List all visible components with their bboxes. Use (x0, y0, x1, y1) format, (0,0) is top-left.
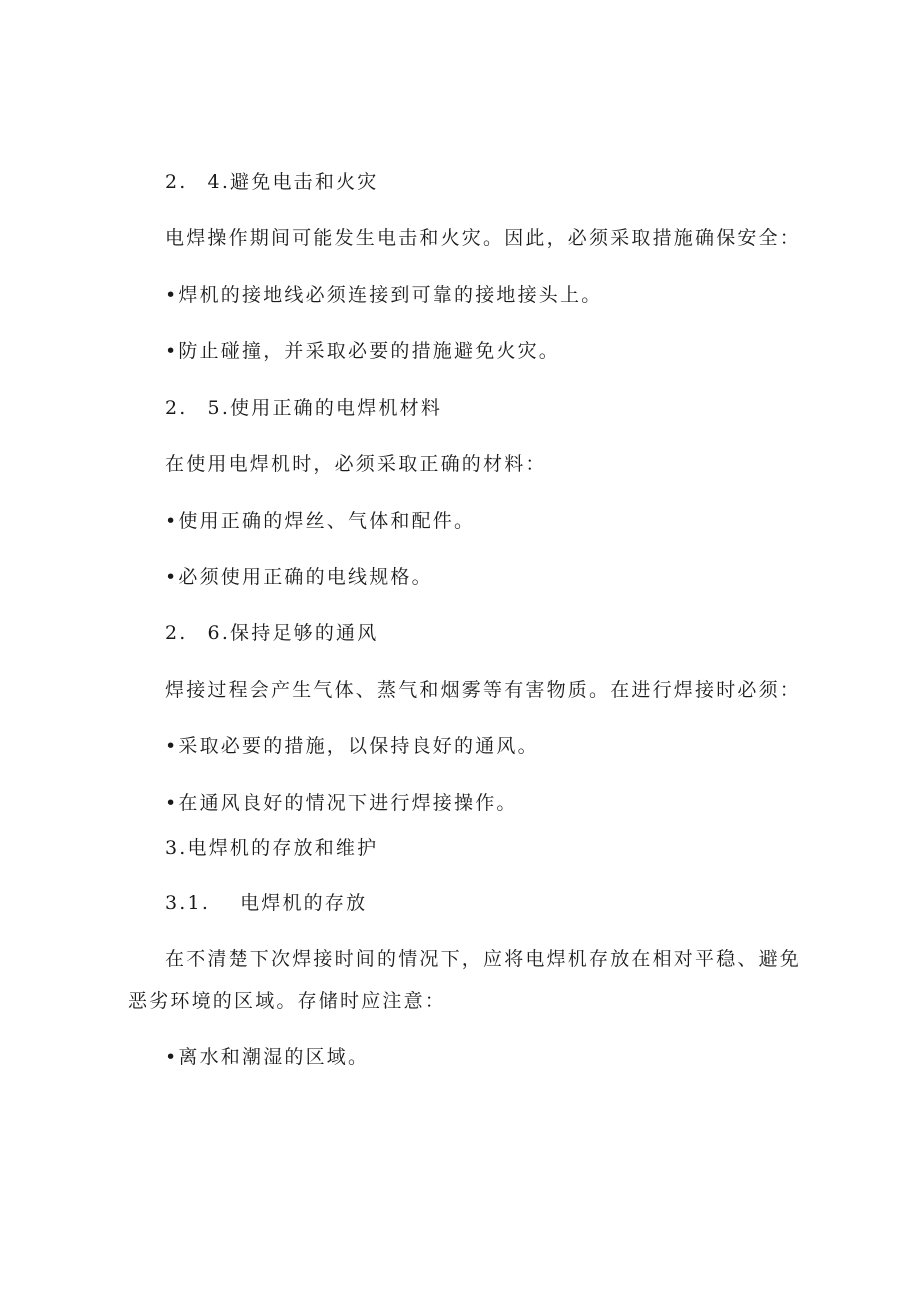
heading-2-6-number: 2. (165, 622, 188, 644)
heading-2-5-number: 2. (165, 397, 188, 419)
paragraph-3-1-line2: 恶劣环境的区域。存储时应注意： (128, 990, 447, 1012)
bullet-2-5-2: •必须使用正确的电线规格。 (165, 566, 433, 588)
heading-2-5-text: 5.使用正确的电焊机材料 (207, 397, 443, 419)
bullet-2-4-1: •焊机的接地线必须连接到可靠的接地接头上。 (165, 284, 603, 306)
paragraph-2-4-intro: 电焊操作期间可能发生电击和火灾。因此，必须采取措施确保安全： (165, 227, 802, 249)
bullet-2-4-2: •防止碰撞，并采取必要的措施避免火灾。 (165, 340, 561, 362)
paragraph-2-5-intro: 在使用电焊机时，必须采取正确的材料： (165, 453, 547, 475)
heading-2-4 (165, 170, 378, 194)
paragraph-2-6-intro: 焊接过程会产生气体、蒸气和烟雾等有害物质。在进行焊接时必须： (165, 679, 802, 701)
heading-2-4-number: 2. (165, 171, 188, 193)
bullet-3-1-1: •离水和潮湿的区域。 (165, 1046, 370, 1068)
bullet-2-6-1: •采取必要的措施，以保持良好的通风。 (165, 735, 539, 757)
bullet-2-6-2: •在通风良好的情况下进行焊接操作。 (165, 792, 518, 814)
heading-3-1-number: 3.1. (165, 892, 211, 914)
heading-2-6 (165, 621, 378, 645)
heading-2-6-text: 6.保持足够的通风 (207, 622, 379, 644)
bullet-2-5-1: •使用正确的焊丝、气体和配件。 (165, 510, 476, 532)
heading-3-1 (165, 891, 367, 915)
paragraph-3-1-line1: 在不清楚下次焊接时间的情况下，应将电焊机存放在相对平稳、避免 (165, 948, 802, 970)
heading-2-5 (165, 396, 442, 420)
heading-3: 3.电焊机的存放和维护 (165, 837, 379, 859)
heading-3-1-text: 电焊机的存放 (240, 892, 368, 914)
heading-2-4-text: 4.避免电击和火灾 (207, 171, 379, 193)
